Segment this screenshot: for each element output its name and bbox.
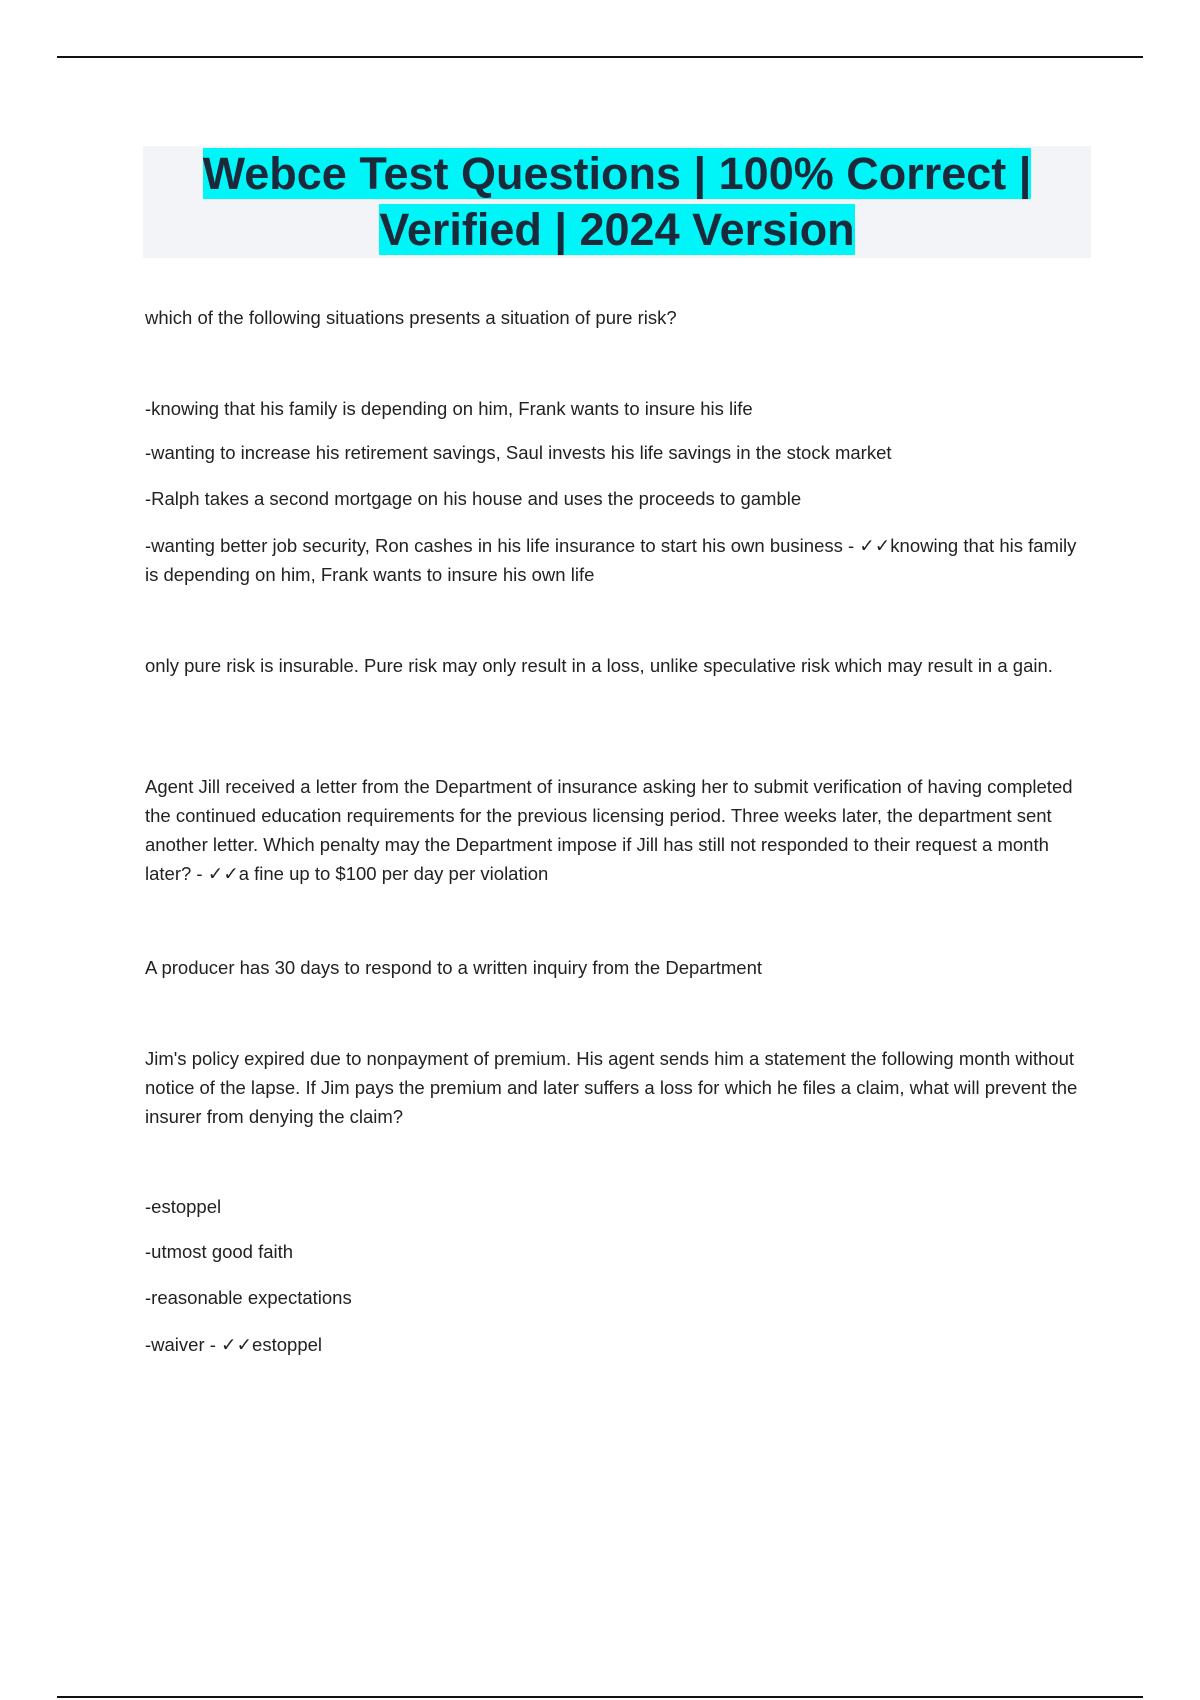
bottom-rule (57, 1696, 1143, 1698)
q3-option-2: -utmost good faith (145, 1241, 294, 1262)
q1-explanation: only pure risk is insurable. Pure risk may only result in a loss, unlike speculative risk which may result in a gain. (145, 655, 1053, 676)
q1-option-1: -knowing that his family is depending on him, Frank wants to insure his life (145, 398, 753, 419)
q1-question: which of the following situations presents a situation of pure risk? (145, 307, 677, 328)
title-banner (143, 146, 1091, 258)
q3-question: Jim's policy expired due to nonpayment of premium. His agent sends him a statement the following month without notice of the lapse. If Jim pays the premium and later suffers a loss for which he files a claim, what will prevent the insurer from denying the claim? (145, 1048, 1078, 1127)
document-title (143, 146, 1091, 258)
q3-option-3: -reasonable expectations (145, 1287, 352, 1308)
q1-option-3: -Ralph takes a second mortgage on his house and uses the proceeds to gamble (145, 488, 802, 509)
q3-option-1: -estoppel (145, 1196, 222, 1217)
q1-option-4: -wanting better job security, Ron cashes in his life insurance to start his own business - ✓✓knowing that his family is depending on him, Frank wants to insure his own life (145, 535, 1077, 585)
q3-option-4: -waiver - ✓✓estoppel (145, 1334, 323, 1355)
title-line-2: Verified | 2024 Version (379, 204, 855, 255)
title-line-1: Webce Test Questions | 100% Correct | (202, 148, 1032, 199)
q1-option-2: -wanting to increase his retirement savings, Saul invests his life savings in the stock market (145, 442, 892, 463)
q2-explanation: A producer has 30 days to respond to a written inquiry from the Department (145, 957, 762, 978)
top-rule (57, 56, 1143, 58)
q2-question: Agent Jill received a letter from the Department of insurance asking her to submit verification of having completed the continued education requirements for the previous licensing period. Three weeks later, the department sent another letter. Which penalty may the Department impose if Jill has still not responded to their request a month later? - ✓✓a fine up to $100 per day per violation (145, 776, 1073, 884)
